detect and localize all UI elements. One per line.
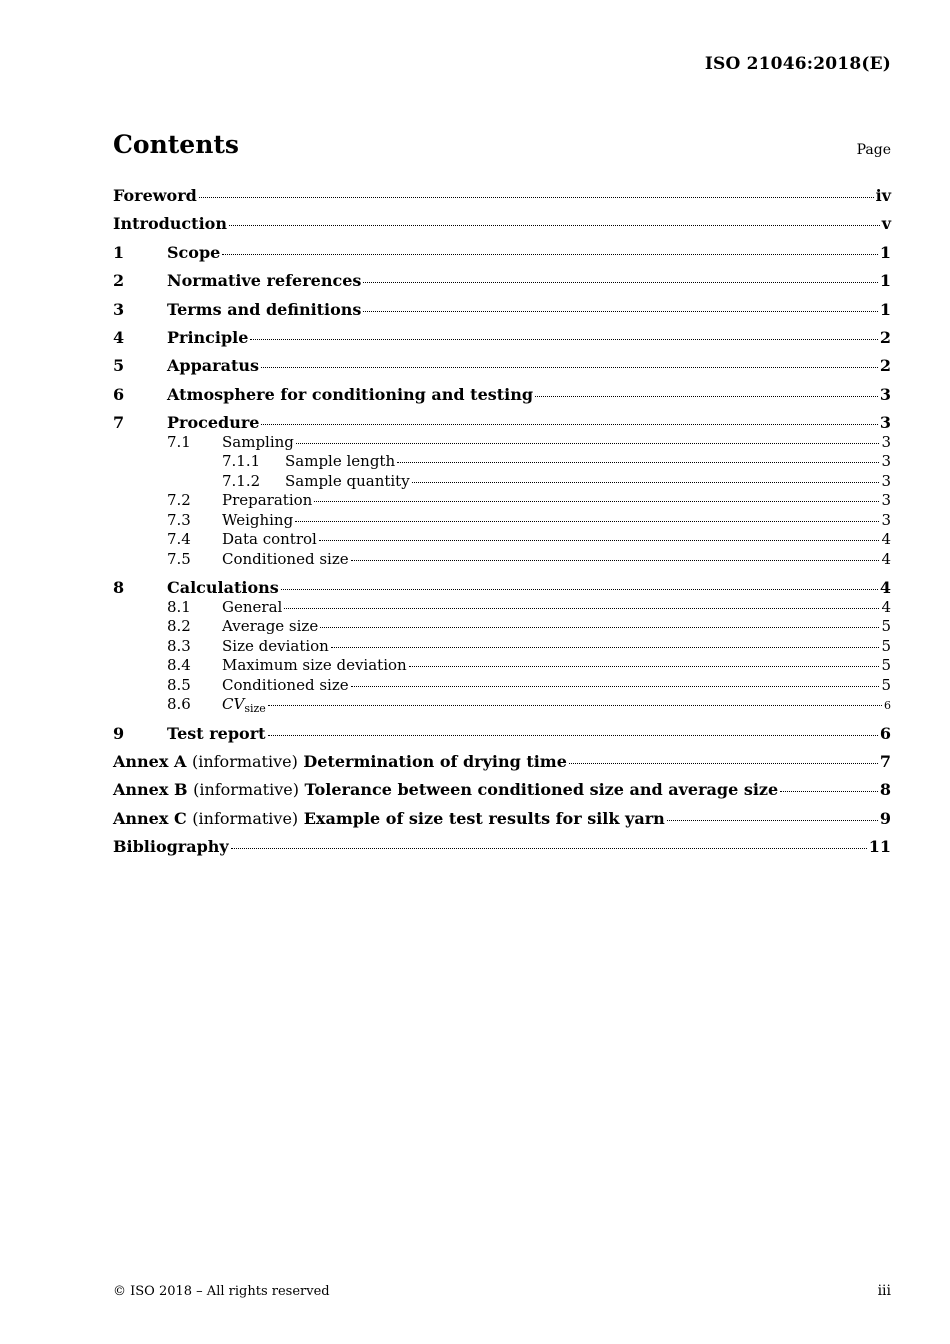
copyright-notice: © ISO 2018 – All rights reserved (113, 1284, 330, 1299)
toc-page: 3 (881, 452, 891, 471)
toc-entry-sample-quantity[interactable] (113, 472, 891, 492)
toc-number: 7.1.2 (222, 471, 261, 490)
toc-entry-data-control[interactable] (113, 530, 891, 550)
toc-entry-preparation[interactable] (113, 491, 891, 511)
toc-number: 1 (113, 242, 125, 262)
toc-number: 8.4 (167, 656, 191, 675)
toc-entry-sample-length[interactable] (113, 452, 891, 472)
toc-number: 8.6 (167, 695, 191, 714)
toc-entry-scope[interactable] (113, 243, 891, 271)
toc-page: 6 (884, 699, 891, 713)
dot-leader (351, 686, 880, 687)
dot-leader (320, 627, 879, 628)
toc-number: 8.1 (167, 597, 191, 616)
dot-leader (397, 462, 879, 463)
annex-title: Example of size test results for silk yarn (303, 808, 665, 828)
annex-qualifier: (informative) (193, 780, 299, 800)
toc-number: 7 (113, 413, 125, 433)
dot-leader (281, 589, 878, 590)
dot-leader (199, 197, 874, 198)
toc-number: 7.3 (167, 510, 191, 529)
toc-number: 8 (113, 578, 125, 598)
toc-label: Conditioned size (222, 549, 349, 568)
toc-label: Terms and definitions (167, 299, 362, 319)
toc-label: Sample length (285, 452, 396, 471)
toc-entry-average-size[interactable] (113, 617, 891, 637)
toc-entry-weighing[interactable] (113, 511, 891, 531)
toc-page: 4 (881, 530, 891, 549)
dot-leader (261, 367, 878, 368)
toc-page: 3 (881, 491, 891, 510)
toc-entry-procedure[interactable] (113, 413, 891, 433)
toc-number: 9 (113, 723, 125, 743)
toc-entry-foreword[interactable] (113, 186, 891, 214)
toc-entry-introduction[interactable] (113, 214, 891, 242)
toc-entry-annex-a[interactable] (113, 752, 891, 780)
annex-qualifier: (informative) (191, 752, 298, 772)
toc-label: Apparatus (167, 356, 259, 376)
annex-id: Annex C (113, 808, 187, 828)
toc-label: Conditioned size (222, 675, 349, 694)
toc-number: 4 (113, 327, 125, 347)
table-of-contents (113, 186, 891, 866)
toc-page: 2 (879, 356, 891, 376)
toc-page: 1 (879, 299, 891, 319)
toc-label: Principle (167, 327, 249, 347)
dot-leader (295, 521, 879, 522)
toc-entry-terms-and-definitions[interactable] (113, 300, 891, 328)
dot-leader (268, 705, 882, 706)
toc-page: iv (875, 186, 891, 205)
toc-page: 4 (881, 597, 891, 616)
toc-number: 8.3 (167, 636, 191, 655)
toc-page: 4 (879, 578, 891, 598)
annex-title: Determination of drying time (303, 752, 567, 772)
toc-label: Average size (222, 617, 319, 636)
toc-page: 3 (879, 384, 891, 404)
toc-label: Foreword (113, 186, 197, 205)
page-column-label: Page (856, 142, 891, 158)
toc-entry-cv-size[interactable] (113, 695, 891, 715)
dot-leader (231, 848, 867, 849)
toc-entry-principle[interactable] (113, 328, 891, 356)
toc-number: 3 (113, 299, 125, 319)
toc-label: Calculations (167, 578, 279, 598)
toc-entry-normative-references[interactable] (113, 271, 891, 299)
dot-leader (351, 560, 880, 561)
dot-leader (314, 501, 879, 502)
toc-number: 7.5 (167, 549, 191, 568)
dot-leader (409, 666, 880, 667)
dot-leader (363, 282, 877, 283)
toc-page: 5 (881, 636, 891, 655)
toc-number: 7.1.1 (222, 452, 261, 471)
toc-entry-sampling[interactable] (113, 433, 891, 453)
dot-leader (667, 820, 878, 821)
toc-number: 8.2 (167, 617, 191, 636)
toc-number: 8.5 (167, 675, 191, 694)
dot-leader (296, 443, 880, 444)
toc-label: Sampling (222, 432, 294, 451)
toc-page: 11 (868, 837, 891, 857)
toc-label (113, 752, 567, 772)
page-title: Contents (113, 130, 240, 159)
toc-entry-atmosphere[interactable] (113, 385, 891, 413)
dot-leader (250, 339, 877, 340)
toc-entry-bibliography[interactable] (113, 837, 891, 865)
dot-leader (363, 311, 877, 312)
toc-label: Maximum size deviation (222, 656, 407, 675)
toc-page: 2 (879, 327, 891, 347)
toc-label: General (222, 597, 283, 616)
contents-heading-row (113, 130, 891, 170)
dot-leader (780, 791, 878, 792)
toc-number: 7.1 (167, 432, 191, 451)
dot-leader (284, 608, 879, 609)
toc-label: Data control (222, 530, 317, 549)
toc-page: 5 (881, 656, 891, 675)
toc-page: 6 (879, 723, 891, 743)
toc-label: Sample quantity (285, 471, 410, 490)
annex-qualifier: (informative) (192, 808, 299, 828)
dot-leader (268, 735, 878, 736)
toc-number: 7.4 (167, 530, 191, 549)
toc-entry-size-deviation[interactable] (113, 637, 891, 657)
toc-label: Size deviation (222, 636, 329, 655)
toc-label: Normative references (167, 271, 362, 291)
cv-symbol: CV (222, 695, 245, 714)
toc-page: v (881, 214, 891, 234)
dot-leader (229, 225, 880, 226)
dot-leader (412, 482, 880, 483)
toc-entry-general[interactable] (113, 598, 891, 618)
toc-page: 9 (879, 808, 891, 828)
toc-label: Procedure (167, 413, 260, 433)
dot-leader (261, 424, 877, 425)
toc-entry-maximum-size-deviation[interactable] (113, 656, 891, 676)
toc-number: 7.2 (167, 491, 191, 510)
toc-page: 4 (881, 549, 891, 568)
toc-entry-annex-c[interactable] (113, 809, 891, 837)
toc-label: Weighing (222, 510, 294, 529)
toc-entry-conditioned-size-8-5[interactable] (113, 676, 891, 696)
toc-page: 8 (879, 780, 891, 800)
toc-label (222, 695, 266, 719)
toc-page: 1 (879, 242, 891, 262)
toc-entry-conditioned-size-7-5[interactable] (113, 550, 891, 570)
toc-page: 3 (879, 413, 891, 433)
annex-id: Annex B (113, 780, 188, 800)
toc-label (113, 809, 665, 829)
toc-label (113, 780, 778, 800)
cv-subscript: size (244, 702, 266, 716)
toc-label: Scope (167, 242, 221, 262)
toc-page: 3 (881, 432, 891, 451)
toc-page: 5 (881, 617, 891, 636)
toc-page: 3 (881, 510, 891, 529)
toc-number: 6 (113, 384, 125, 404)
toc-label: Test report (167, 723, 266, 743)
toc-label: Preparation (222, 491, 313, 510)
dot-leader (331, 647, 880, 648)
toc-label: Introduction (113, 214, 227, 234)
annex-title: Tolerance between conditioned size and average size (304, 780, 779, 800)
toc-page: 7 (879, 752, 891, 772)
toc-number: 2 (113, 271, 125, 291)
dot-leader (319, 540, 880, 541)
toc-entry-apparatus[interactable] (113, 356, 891, 384)
toc-entry-annex-b[interactable] (113, 780, 891, 808)
dot-leader (222, 254, 878, 255)
toc-page: 5 (881, 675, 891, 694)
toc-entry-calculations[interactable] (113, 578, 891, 598)
toc-page: 3 (881, 471, 891, 490)
dot-leader (569, 763, 878, 764)
toc-page: 1 (879, 271, 891, 291)
toc-label: Atmosphere for conditioning and testing (167, 384, 534, 404)
page-number: iii (877, 1283, 891, 1299)
dot-leader (535, 396, 878, 397)
toc-entry-test-report[interactable] (113, 724, 891, 752)
toc-number: 5 (113, 356, 125, 376)
toc-label: Bibliography (113, 837, 229, 857)
annex-id: Annex A (113, 752, 187, 772)
document-id: ISO 21046:2018(E) (704, 54, 891, 74)
